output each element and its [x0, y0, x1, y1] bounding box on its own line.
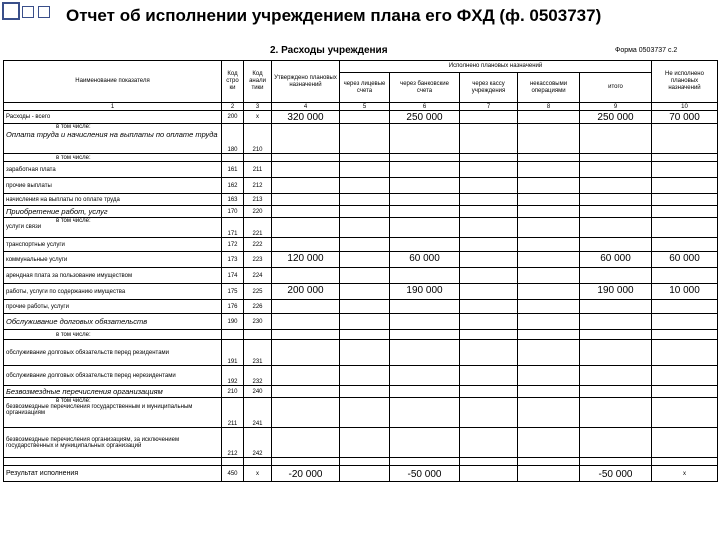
- row-line: 173: [222, 252, 244, 268]
- row-code: 211: [244, 162, 272, 178]
- row-name: арендная плата за пользование имуществом: [4, 268, 222, 284]
- header-line-code: Код стро ки: [222, 61, 244, 103]
- row-name: безвозмездные перечисления государственным и муниципальным организациям: [6, 404, 193, 416]
- col-number: 3: [244, 103, 272, 111]
- table-row: [4, 178, 718, 194]
- decor-square-small: [22, 6, 34, 18]
- table-row: [4, 218, 718, 238]
- table-row: [4, 194, 718, 206]
- row-line: 192: [222, 366, 244, 386]
- col-number: 2: [222, 103, 244, 111]
- row-code: 232: [244, 366, 272, 386]
- row-line: 175: [222, 284, 244, 300]
- col-number: 1: [4, 103, 222, 111]
- row-line: 180: [222, 124, 244, 154]
- column-number-row: [4, 103, 718, 111]
- row-code: 220: [244, 206, 272, 218]
- page-title: Отчет об исполнении учреждением плана его ФХД (ф. 0503737): [66, 6, 602, 25]
- table-row: [4, 238, 718, 252]
- row-code: 222: [244, 238, 272, 252]
- row-line: 450: [222, 466, 244, 482]
- row-name: Расходы - всего: [4, 111, 222, 124]
- row-name: обслуживание долговых обязательств перед нерезидентами: [4, 366, 222, 386]
- table-row: [4, 300, 718, 314]
- col-number: 10: [652, 103, 718, 111]
- row-total: -50 000: [580, 466, 652, 482]
- header-analytics-code: Код анали тики: [244, 61, 272, 103]
- row-code: 225: [244, 284, 272, 300]
- header-noncash: некассовыми операциями: [518, 73, 580, 103]
- row-line: 171: [222, 218, 244, 238]
- row-name: Обслуживание долговых обязательств: [4, 314, 222, 330]
- row-code: 213: [244, 194, 272, 206]
- row-line: 170: [222, 206, 244, 218]
- row-name: Результат исполнения: [4, 466, 222, 482]
- row-line: 172: [222, 238, 244, 252]
- table-row: [4, 340, 718, 366]
- row-code: 224: [244, 268, 272, 284]
- row-unexecuted: 10 000: [652, 284, 718, 300]
- row-name: прочие работы, услуги: [4, 300, 222, 314]
- row-code: 223: [244, 252, 272, 268]
- spacer-row: [4, 458, 718, 466]
- row-name: работы, услуги по содержанию имущества: [4, 284, 222, 300]
- row-line: 211: [222, 398, 244, 428]
- row-bank: 190 000: [390, 284, 460, 300]
- row-in-which: в том числе:: [4, 154, 222, 162]
- row-line: 191: [222, 340, 244, 366]
- row-name: заработная плата: [4, 162, 222, 178]
- row-unexecuted: х: [652, 466, 718, 482]
- decor-square-small: [38, 6, 50, 18]
- table-row: [4, 428, 718, 458]
- row-code: 241: [244, 398, 272, 428]
- row-approved: -20 000: [272, 466, 340, 482]
- header-via-personal: через лицевые счета: [340, 73, 390, 103]
- row-line: 162: [222, 178, 244, 194]
- row-in-which: в том числе:: [56, 124, 91, 130]
- table-row: [4, 314, 718, 330]
- table-row: [4, 366, 718, 386]
- table-row: [4, 252, 718, 268]
- table-row: [4, 124, 718, 154]
- row-line: 200: [222, 111, 244, 124]
- col-number: 6: [390, 103, 460, 111]
- table-row: [4, 330, 718, 340]
- row-line: 212: [222, 428, 244, 458]
- header-unexecuted: Не исполнено плановых назначений: [652, 61, 718, 103]
- decor-square-large: [2, 2, 20, 20]
- row-bank: -50 000: [390, 466, 460, 482]
- row-unexecuted: 60 000: [652, 252, 718, 268]
- table-row: [4, 206, 718, 218]
- row-total: 190 000: [580, 284, 652, 300]
- table-row: [4, 386, 718, 398]
- row-code: 231: [244, 340, 272, 366]
- row-name: безвозмездные перечисления организациям, за исключением государственных и муниципальных организаций: [4, 428, 222, 458]
- table-row: [4, 111, 718, 124]
- row-code: 226: [244, 300, 272, 314]
- row-name: коммунальные услуги: [4, 252, 222, 268]
- expenses-table: [3, 60, 718, 482]
- row-line: 190: [222, 314, 244, 330]
- row-approved: 200 000: [272, 284, 340, 300]
- row-name: транспортные услуги: [4, 238, 222, 252]
- section-title: 2. Расходы учреждения: [270, 45, 388, 56]
- table-row: [4, 398, 718, 428]
- row-name: услуги связи: [6, 224, 42, 230]
- row-line: 174: [222, 268, 244, 284]
- table-row: [4, 268, 718, 284]
- row-name: Приобретение работ, услуг: [4, 206, 222, 218]
- row-bank: 60 000: [390, 252, 460, 268]
- header-total: итого: [580, 73, 652, 103]
- row-in-which: в том числе:: [4, 330, 222, 340]
- header-name: Наименование показателя: [4, 61, 222, 103]
- form-reference: Форма 0503737 с.2: [615, 47, 678, 54]
- row-code: х: [244, 111, 272, 124]
- col-number: 8: [518, 103, 580, 111]
- header-via-bank: через банковские счета: [390, 73, 460, 103]
- col-number: 7: [460, 103, 518, 111]
- row-in-which: в том числе:: [56, 398, 91, 404]
- header-via-cash: через кассу учреждения: [460, 73, 518, 103]
- table-row: [4, 284, 718, 300]
- row-code: 212: [244, 178, 272, 194]
- table-row: [4, 162, 718, 178]
- row-line: 163: [222, 194, 244, 206]
- row-bank: 250 000: [390, 111, 460, 124]
- row-in-which: в том числе:: [56, 218, 91, 224]
- row-code: х: [244, 466, 272, 482]
- row-name: обслуживание долговых обязательств перед резидентами: [4, 340, 222, 366]
- row-line: 176: [222, 300, 244, 314]
- row-code: 240: [244, 386, 272, 398]
- row-total: 250 000: [580, 111, 652, 124]
- row-unexecuted: 70 000: [652, 111, 718, 124]
- row-approved: 320 000: [272, 111, 340, 124]
- row-code: 221: [244, 218, 272, 238]
- row-name: Безвозмездные перечисления организациям: [4, 386, 222, 398]
- col-number: 9: [580, 103, 652, 111]
- header-approved: Утверждено плановых назначений: [272, 61, 340, 103]
- row-approved: 120 000: [272, 252, 340, 268]
- row-name: Оплата труда и начисления на выплаты по оплате труда: [6, 130, 218, 139]
- row-name: начисления на выплаты по оплате труда: [4, 194, 222, 206]
- row-code: 230: [244, 314, 272, 330]
- row-name: прочие выплаты: [4, 178, 222, 194]
- row-code: 210: [244, 124, 272, 154]
- row-line: 210: [222, 386, 244, 398]
- col-number: 4: [272, 103, 340, 111]
- row-line: 161: [222, 162, 244, 178]
- table-row: [4, 466, 718, 482]
- row-code: 242: [244, 428, 272, 458]
- row-total: 60 000: [580, 252, 652, 268]
- table-row: [4, 154, 718, 162]
- header-executed-group: Исполнено плановых назначений: [340, 61, 652, 73]
- col-number: 5: [340, 103, 390, 111]
